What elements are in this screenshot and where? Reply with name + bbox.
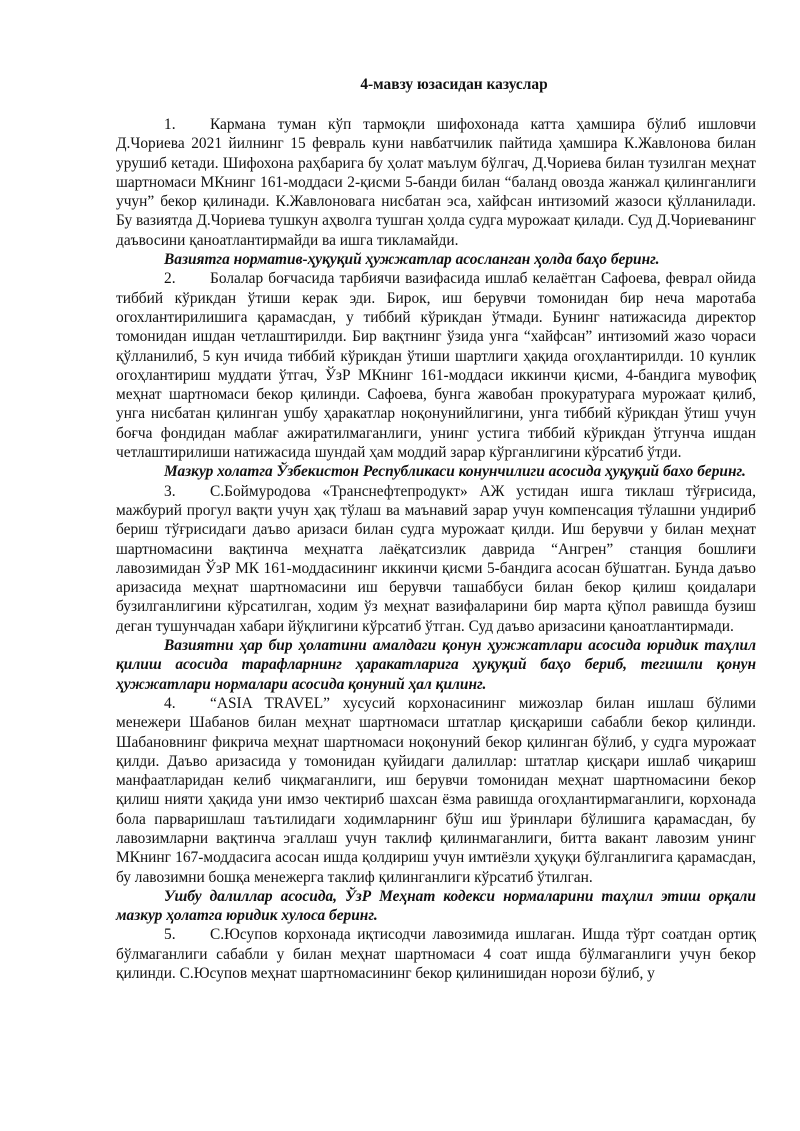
- document-page: [116, 72, 756, 983]
- case-4-task: Ушбу далиллар асосида, ЎзР Меҳнат кодекси нормаларини таҳлил этиш орқали мазкур ҳолатга юридик хулоса беринг.: [116, 887, 756, 925]
- case-1-body: Кармана туман кўп тармоқли шифохонада катта ҳамшира бўлиб ишловчи Д.Чориева 2021 йилнинг 15 февраль куни навбатчилик пайтида ҳамшира К.Жавлонова билан урушиб кетади. Шифохона раҳбарига бу ҳолат маълум бўлгач, Д.Чориева билан тузилган меҳнат шартномаси МКнинг 161-моддаси 2-қисми 5-банди билан “баланд овозда жанжал қилинганлиги учун” бекор қилинади. К.Жавлоновага нисбатан эса, хайфсан интизомий жазоси қўлланилади. Бу вазиятда Д.Чориева тушкун аҳволга тушган ҳолда судга мурожаат қилади. Суд Д.Чориеванинг даъвосини қаноатлантирмайди ва ишга тикламайди.: [116, 116, 756, 249]
- case-1-task: Вазиятга норматив-ҳуқуқий ҳужжатлар асосланган ҳолда баҳо беринг.: [164, 251, 660, 269]
- case-5-body: С.Юсупов корхонада иқтисодчи лавозимида ишлаган. Ишда тўрт соатдан ортиқ бўлмаганлиги сабабли у билан меҳнат шартномаси 4 соат ишда бўлмаганлиги учун бекор қилинди. С.Юсупов меҳнат шартномасининг бекор қилинишидан норози бўлиб, у: [116, 926, 756, 983]
- case-2-number: 2.: [164, 270, 176, 288]
- case-3-body: С.Боймуродова «Транснефтепродукт» АЖ устидан ишга тиклаш тўғрисида, мажбурий прогул вақти учун ҳақ тўлаш ва маънавий зарар учун компенсация тўлашни ундириб бериш тўғрисидаги даъво аризаси билан судга мурожаат қилди. Иш берувчи у билан меҳнат шартномасини вақтинча меҳнатга лаёқатсизлик даврида “Ангрен” станция бошлиғи лавозимидан ЎзР МК 161-моддасининг иккинчи қисми 5-бандига асосан бўшатган. Бунда даъво аризасида меҳнат шартномасини иш берувчи ташаббуси билан бекор қилиш қоидалари бузилганлигини кўрсатилган, ходим ўз меҳнат вазифаларини бир марта қўпол равишда бузиш деган тушунчадан хабари йўқлигини кўрсатиб ўтган. Суд даъво аризасини қаноатлантирмади.: [116, 482, 756, 635]
- case-5-number: 5.: [164, 926, 176, 944]
- case-2-task: Мазкур холатга Ўзбекистон Республикаси конунчилиги асосида ҳуқуқий бахо беринг.: [164, 463, 746, 481]
- case-1-text: [116, 115, 756, 250]
- case-3-number: 3.: [164, 482, 176, 500]
- case-2-text: [116, 269, 756, 462]
- case-4-number: 4.: [164, 694, 176, 712]
- case-4-text: [116, 694, 756, 887]
- case-3-task: Вазиятни ҳар бир ҳолатини амалдаги қонун ҳужжатлари асосида юридик таҳлил қилиш асосида тарафларнинг ҳаракатларига ҳуқуқий баҳо бериб, тегишли қонун ҳужжатлари нормалари асосида қонуний ҳал қилинг.: [116, 637, 756, 693]
- document-title: 4-мавзу юзасидан казуслар: [360, 76, 548, 93]
- case-5-text: [116, 925, 756, 983]
- case-4-body: “ASIA TRAVEL” хусусий корхонасининг мижозлар билан ишлаш бўлими менежери Шабанов билан меҳнат шартномаси штатлар қисқариши сабабли бекор қилинди. Шабановнинг фикрича меҳнат шартномаси ноқонуний бекор қилинган бўлиб, у судга мурожаат қилди. Даъво аризасида у томонидан қуйидаги далиллар: штатлар қисқари ишлаб чиқариш манфаатларидан келиб чиқмаганлиги, иш берувчи томонидан меҳнат шартномасини бекор қилиш нияти ҳақида уни имзо чектириб шахсан ёзма равишда огоҳлантирмаганлиги, корхонада бола парваришлаш таътилидаги ходимларнинг бўш иш ўринлари бўлишига қарамасдан, бу лавозимларни вақтинча эгаллаш учун таклиф қилинмаганлиги, битта вакант лавозим унинг МКнинг 167-моддасига асосан ишда қолдириш учун имтиёзли ҳуқуқи бўлганлигига қарамасдан, бу лавозимни бошқа менежерга таклиф қилинганлиги кўрсатиб ўтилган.: [116, 694, 756, 886]
- case-3-text: [116, 482, 756, 636]
- case-1-number: 1.: [164, 116, 176, 133]
- case-2-body: Болалар боғчасида тарбиячи вазифасида ишлаб келаётган Сафоева, феврал ойида тиббий кўрикдан ўтиши керак эди. Бирок, иш берувчи томонидан бир неча маротаба огохлантирилишига қарамасдан, у тиббий кўрикдан ўтмади. Бунинг натижасида директор томонидан ишдан четлаштирилди. Бир вақтнинг ўзида унга “хайфсан” интизомий жазо чораси қўлланилиб, 5 кун ичида тиббий кўрикдан ўтиши шартлиги ҳақида огоҳлантирилди. 10 кунлик огоҳлантириш муддати ўтгач, ЎзР МКнинг 161-моддаси иккинчи қисми, 4-бандига мувофиқ меҳнат шартномаси бекор қилинди. Сафоева, бунга жавобан прокуратурага мурожаат қилиб, унга нисбатан қилинган ушбу ҳаракатлар ноқонунийлигини, унга тиббий кўрикдан ўтиш учун боғча фондидан маблағ ажиратилмаганлиги, унинг устига тиббий кўрикдан ўтгунча ишдан четлаштирилиши натижасида шундай ҳам моддий зарар кўрганлигини кўрсатиб ўтди.: [116, 270, 756, 462]
